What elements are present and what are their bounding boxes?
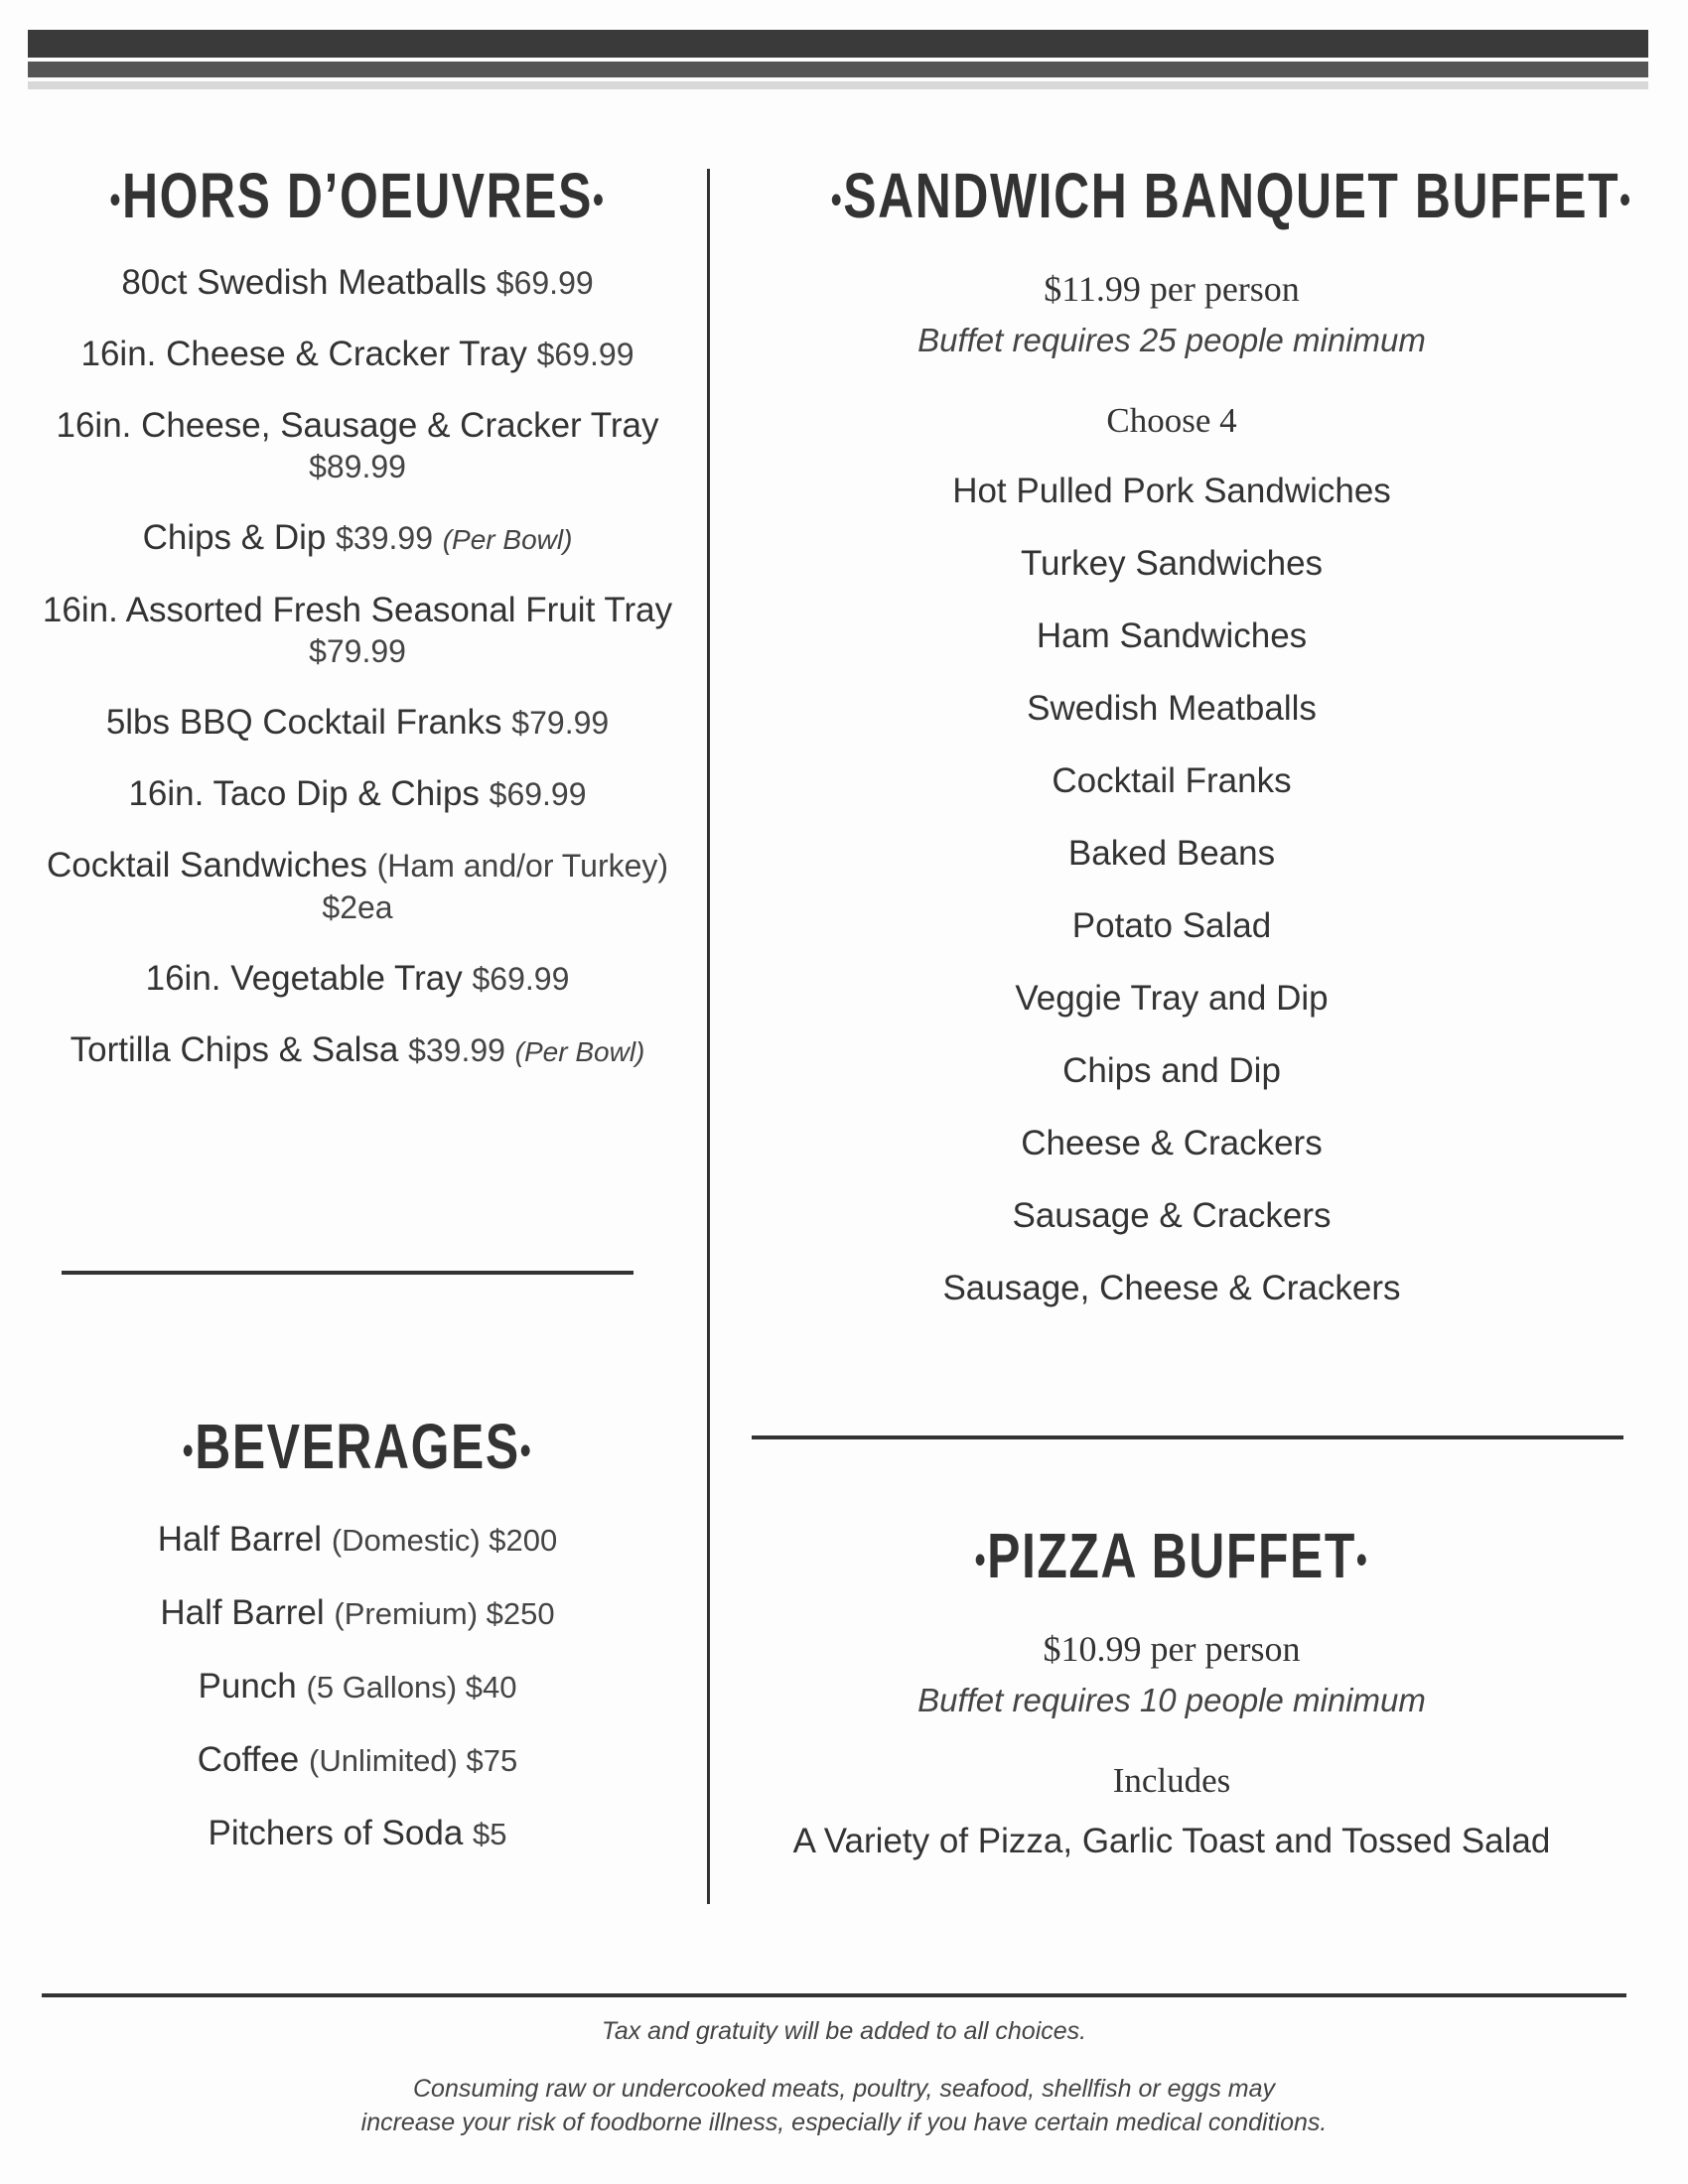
beverage-item (40, 1739, 675, 1781)
sandwich-choice-item: Ham Sandwiches (1036, 616, 1308, 655)
sandwich-choice-item: Sausage & Crackers (1012, 1196, 1332, 1235)
hors-doeuvres-list (40, 262, 675, 1072)
beverages-list (40, 1519, 675, 1854)
includes-label: Includes (1112, 1761, 1231, 1800)
beverage-detail: (5 Gallons) $40 (306, 1670, 517, 1705)
column-divider (707, 169, 710, 1904)
menu-item (40, 773, 675, 815)
menu-item (40, 262, 675, 304)
choose-label: Choose 4 (1106, 401, 1237, 440)
top-banner (28, 30, 1648, 79)
beverage-item (40, 1519, 675, 1561)
menu-item-price: $69.99 (489, 776, 587, 812)
sandwich-choice-item: Hot Pulled Pork Sandwiches (952, 472, 1391, 510)
menu-item (40, 334, 675, 375)
top-banner-bar (28, 81, 1648, 89)
beverage-name: Punch (198, 1667, 297, 1706)
sandwich-choice-item: Chips and Dip (1062, 1051, 1281, 1090)
sandwich-choice-item: Cheese & Crackers (1021, 1124, 1323, 1162)
food-warning-line-1: Consuming raw or undercooked meats, poultry, seafood, shellfish or eggs may (412, 2075, 1276, 2103)
beverage-detail: (Premium) $250 (334, 1596, 555, 1631)
sandwich-buffet-section (735, 159, 1632, 1324)
menu-item-name: 16in. Cheese, Sausage & Cracker Tray (56, 406, 659, 445)
section-divider (752, 1435, 1623, 1439)
footer-divider (42, 1993, 1626, 1997)
beverage-item (40, 1592, 675, 1634)
beverages-section (40, 1410, 675, 1886)
menu-item-name: Cocktail Sandwiches (46, 846, 367, 885)
menu-item-name: Tortilla Chips & Salsa (70, 1030, 399, 1069)
sandwich-choice-item: Sausage, Cheese & Crackers (942, 1269, 1401, 1307)
sandwich-buffet-minimum: Buffet requires 25 people minimum (917, 322, 1426, 358)
sandwich-choice-item: Swedish Meatballs (1027, 689, 1317, 728)
menu-item-note: (Per Bowl) (514, 1036, 645, 1067)
pizza-buffet-minimum: Buffet requires 10 people minimum (917, 1682, 1426, 1718)
menu-item-name: Chips & Dip (142, 518, 327, 557)
beverage-item (40, 1666, 675, 1707)
menu-item-price: $39.99 (336, 520, 433, 556)
left-column (40, 159, 675, 1102)
beverage-name: Half Barrel (157, 1520, 323, 1559)
pizza-includes-text: A Variety of Pizza, Garlic Toast and Tossed Salad (792, 1822, 1551, 1860)
menu-item (40, 845, 675, 928)
menu-item-price: $69.99 (472, 961, 570, 997)
menu-item-name: 16in. Vegetable Tray (145, 959, 463, 998)
sandwich-choice-item: Baked Beans (1067, 834, 1276, 873)
menu-item (40, 590, 675, 672)
pizza-buffet-price: $10.99 per person (1043, 1629, 1301, 1669)
menu-item-name: 16in. Assorted Fresh Seasonal Fruit Tray (42, 591, 673, 629)
menu-item (40, 702, 675, 744)
sandwich-buffet-price: $11.99 per person (1044, 269, 1300, 309)
top-banner-bar (28, 62, 1648, 77)
beverage-name: Pitchers of Soda (208, 1814, 464, 1852)
menu-item-price: (Ham and/or Turkey) $2ea (322, 848, 669, 925)
food-warning-line-2: increase your risk of foodborne illness, especially if you have certain medical conditions. (360, 2109, 1328, 2136)
menu-item-name: 16in. Taco Dip & Chips (128, 774, 480, 813)
pizza-buffet-heading: •PIZZA BUFFET• (974, 1520, 1369, 1591)
sandwich-choice-item: Turkey Sandwiches (1020, 544, 1324, 583)
sandwich-choice-item: Cocktail Franks (1052, 761, 1292, 800)
sandwich-choice-item: Potato Salad (1071, 906, 1272, 945)
sandwich-choice-item: Veggie Tray and Dip (1015, 979, 1329, 1018)
sandwich-choices-list (735, 455, 1609, 1324)
menu-item (40, 1029, 675, 1072)
menu-item (40, 958, 675, 1000)
menu-item-price: $79.99 (309, 633, 406, 669)
menu-item-name: 5lbs BBQ Cocktail Franks (105, 703, 502, 742)
beverages-heading: •BEVERAGES• (182, 1411, 533, 1482)
tax-note: Tax and gratuity will be added to all choices. (601, 2017, 1087, 2045)
top-banner-bar (28, 30, 1648, 58)
menu-item (40, 517, 675, 560)
beverage-item (40, 1813, 675, 1854)
menu-item-name: 80ct Swedish Meatballs (121, 263, 488, 302)
menu-item-note: (Per Bowl) (442, 524, 573, 555)
beverage-detail: (Domestic) $200 (331, 1523, 558, 1558)
menu-item-price: $89.99 (309, 449, 406, 484)
beverage-name: Half Barrel (160, 1593, 325, 1632)
menu-item-price: $69.99 (495, 265, 594, 301)
menu-item-price: $69.99 (536, 337, 634, 372)
beverage-name: Coffee (197, 1740, 300, 1779)
menu-item (40, 405, 675, 487)
sandwich-buffet-heading: •SANDWICH BANQUET BUFFET• (830, 160, 1632, 231)
section-divider (62, 1271, 633, 1275)
pizza-buffet-section (735, 1519, 1609, 1877)
menu-item-name: 16in. Cheese & Cracker Tray (80, 335, 527, 373)
hors-doeuvres-heading: •HORS D’OEUVRES• (109, 160, 606, 231)
menu-item-price: $39.99 (408, 1032, 505, 1068)
menu-item-price: $79.99 (511, 705, 610, 741)
beverage-detail: $5 (473, 1817, 507, 1851)
beverage-detail: (Unlimited) $75 (309, 1743, 518, 1778)
